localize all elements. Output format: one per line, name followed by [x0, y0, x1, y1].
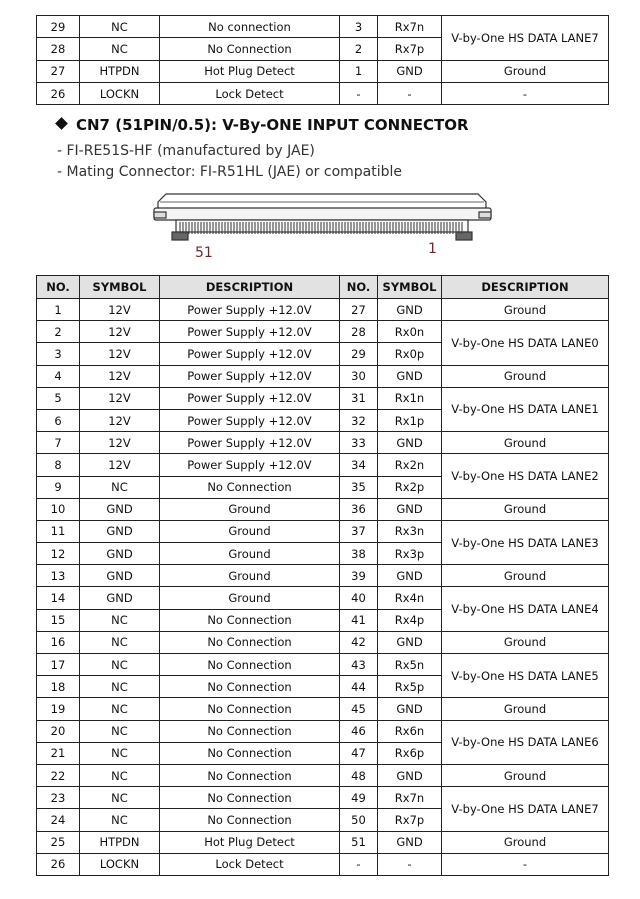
pin-number-cell: 31 [340, 387, 378, 409]
diamond-bullet-icon [55, 117, 68, 130]
table-row [37, 631, 609, 653]
symbol-cell: GND [80, 498, 160, 520]
symbol-cell: Rx7n [378, 787, 442, 809]
symbol-cell: NC [80, 476, 160, 498]
symbol-cell: Rx0p [378, 343, 442, 365]
symbol-cell: HTPDN [80, 60, 160, 82]
pin-number-cell: 48 [340, 764, 378, 786]
pin-number-cell: 27 [340, 299, 378, 321]
symbol-cell: NC [80, 16, 160, 38]
symbol-cell: GND [80, 587, 160, 609]
pin-number-cell: 28 [340, 321, 378, 343]
description-cell: Ground [442, 565, 609, 587]
pin-number-cell: 34 [340, 454, 378, 476]
table-row [37, 454, 609, 476]
description-cell: No Connection [160, 764, 340, 786]
description-cell: V-by-One HS DATA LANE2 [442, 454, 609, 498]
pin-number-cell: 47 [340, 742, 378, 764]
description-cell: Power Supply +12.0V [160, 387, 340, 409]
pin-number-cell: 41 [340, 609, 378, 631]
description-cell: Hot Plug Detect [160, 60, 340, 82]
description-cell: Ground [160, 543, 340, 565]
description-cell: No Connection [160, 720, 340, 742]
pin-number-cell: 13 [37, 565, 80, 587]
symbol-cell: Rx7n [378, 16, 442, 38]
symbol-cell: NC [80, 742, 160, 764]
symbol-cell: 12V [80, 299, 160, 321]
description-cell: V-by-One HS DATA LANE6 [442, 720, 609, 764]
symbol-cell: 12V [80, 432, 160, 454]
symbol-cell: 12V [80, 454, 160, 476]
table-row [37, 520, 609, 542]
pin-number-cell: 40 [340, 587, 378, 609]
symbol-cell: Rx4p [378, 609, 442, 631]
pin-number-cell: 24 [37, 809, 80, 831]
pin-number-cell: 21 [37, 742, 80, 764]
header-no: NO. [340, 276, 378, 299]
pin-number-cell: 17 [37, 654, 80, 676]
mating-connector-note: - Mating Connector: FI-R51HL (JAE) or compatible [57, 164, 403, 180]
symbol-cell: Rx3p [378, 543, 442, 565]
description-cell: Ground [442, 365, 609, 387]
pin-label-right: 1 [428, 241, 437, 257]
connector-drawing [150, 188, 495, 246]
description-cell: - [442, 82, 609, 104]
description-cell: V-by-One HS DATA LANE5 [442, 654, 609, 698]
symbol-cell: GND [378, 631, 442, 653]
table-row [37, 654, 609, 676]
description-cell: Ground [442, 698, 609, 720]
pin-number-cell: 3 [37, 343, 80, 365]
symbol-cell: GND [378, 764, 442, 786]
pin-number-cell: 15 [37, 609, 80, 631]
table-row [37, 764, 609, 786]
description-cell: V-by-One HS DATA LANE4 [442, 587, 609, 631]
header-symbol: SYMBOL [378, 276, 442, 299]
description-cell: No Connection [160, 654, 340, 676]
description-cell: No Connection [160, 787, 340, 809]
description-cell: Power Supply +12.0V [160, 454, 340, 476]
description-cell: Power Supply +12.0V [160, 321, 340, 343]
pin-number-cell: 28 [37, 38, 80, 60]
pin-number-cell: 33 [340, 432, 378, 454]
header-description: DESCRIPTION [442, 276, 609, 299]
table-row [37, 432, 609, 454]
header-symbol: SYMBOL [80, 276, 160, 299]
description-cell: Ground [442, 299, 609, 321]
pin-number-cell: 29 [340, 343, 378, 365]
description-cell: Power Supply +12.0V [160, 343, 340, 365]
description-cell: No Connection [160, 742, 340, 764]
table-row [37, 787, 609, 809]
description-cell: Ground [442, 432, 609, 454]
pin-number-cell: - [340, 853, 378, 875]
symbol-cell: Rx2n [378, 454, 442, 476]
pin-number-cell: 1 [37, 299, 80, 321]
header-no: NO. [37, 276, 80, 299]
pin-number-cell: 9 [37, 476, 80, 498]
pin-number-cell: 12 [37, 543, 80, 565]
pin-number-cell: 6 [37, 409, 80, 431]
symbol-cell: LOCKN [80, 82, 160, 104]
description-cell: Ground [442, 60, 609, 82]
symbol-cell: GND [378, 60, 442, 82]
pin-number-cell: 35 [340, 476, 378, 498]
table-row [37, 698, 609, 720]
symbol-cell: GND [378, 831, 442, 853]
symbol-cell: Rx1p [378, 409, 442, 431]
symbol-cell: 12V [80, 343, 160, 365]
symbol-cell: GND [378, 299, 442, 321]
pin-number-cell: 3 [340, 16, 378, 38]
section-heading [57, 116, 469, 134]
symbol-cell: GND [80, 520, 160, 542]
connector-pins [180, 222, 462, 234]
description-cell: No Connection [160, 809, 340, 831]
pin-number-cell: 10 [37, 498, 80, 520]
pin-number-cell: 50 [340, 809, 378, 831]
pin-number-cell: 32 [340, 409, 378, 431]
description-cell: V-by-One HS DATA LANE7 [442, 787, 609, 831]
table-header-row [37, 276, 609, 299]
pin-label-left: 51 [195, 245, 213, 261]
description-cell: V-by-One HS DATA LANE7 [442, 16, 609, 61]
symbol-cell: 12V [80, 387, 160, 409]
symbol-cell: NC [80, 676, 160, 698]
pin-number-cell: 38 [340, 543, 378, 565]
pin-number-cell: 49 [340, 787, 378, 809]
symbol-cell: GND [378, 365, 442, 387]
table-row [37, 299, 609, 321]
symbol-cell: GND [378, 498, 442, 520]
table-row [37, 365, 609, 387]
pin-number-cell: 18 [37, 676, 80, 698]
pin-number-cell: 23 [37, 787, 80, 809]
pin-number-cell: 4 [37, 365, 80, 387]
table-row [37, 853, 609, 875]
pin-number-cell: 1 [340, 60, 378, 82]
symbol-cell: Rx1n [378, 387, 442, 409]
table-row [37, 60, 609, 82]
symbol-cell: NC [80, 654, 160, 676]
symbol-cell: Rx2p [378, 476, 442, 498]
description-cell: Lock Detect [160, 82, 340, 104]
description-cell: V-by-One HS DATA LANE1 [442, 387, 609, 431]
description-cell: V-by-One HS DATA LANE0 [442, 321, 609, 365]
symbol-cell: - [378, 82, 442, 104]
pin-number-cell: 29 [37, 16, 80, 38]
table-row [37, 565, 609, 587]
symbol-cell: GND [378, 698, 442, 720]
pin-assignment-table [36, 275, 609, 876]
pin-number-cell: 27 [37, 60, 80, 82]
description-cell: No Connection [160, 631, 340, 653]
symbol-cell: NC [80, 720, 160, 742]
pin-number-cell: 44 [340, 676, 378, 698]
description-cell: Power Supply +12.0V [160, 299, 340, 321]
pin-number-cell: 25 [37, 831, 80, 853]
symbol-cell: NC [80, 38, 160, 60]
pin-number-cell: 2 [37, 321, 80, 343]
table-row [37, 16, 609, 38]
description-cell: No Connection [160, 38, 340, 60]
symbol-cell: Rx0n [378, 321, 442, 343]
table-row [37, 498, 609, 520]
symbol-cell: 12V [80, 321, 160, 343]
description-cell: Power Supply +12.0V [160, 365, 340, 387]
pin-number-cell: 42 [340, 631, 378, 653]
header-description: DESCRIPTION [160, 276, 340, 299]
pin-number-cell: 16 [37, 631, 80, 653]
pin-number-cell: 46 [340, 720, 378, 742]
symbol-cell: Rx3n [378, 520, 442, 542]
pin-number-cell: 45 [340, 698, 378, 720]
symbol-cell: Rx7p [378, 38, 442, 60]
description-cell: Lock Detect [160, 853, 340, 875]
description-cell: No Connection [160, 676, 340, 698]
pin-number-cell: 26 [37, 853, 80, 875]
pin-number-cell: 8 [37, 454, 80, 476]
description-cell: Ground [160, 587, 340, 609]
description-cell: Ground [160, 520, 340, 542]
description-cell: Ground [442, 498, 609, 520]
description-cell: No Connection [160, 476, 340, 498]
section-title: CN7 (51PIN/0.5): V-By-ONE INPUT CONNECTOR [76, 116, 469, 134]
pin-number-cell: 51 [340, 831, 378, 853]
table-row [37, 720, 609, 742]
description-cell: Ground [442, 831, 609, 853]
top-pin-table [36, 15, 609, 105]
description-cell: No Connection [160, 698, 340, 720]
symbol-cell: NC [80, 764, 160, 786]
description-cell: No Connection [160, 609, 340, 631]
description-cell: - [442, 853, 609, 875]
symbol-cell: GND [378, 565, 442, 587]
symbol-cell: 12V [80, 409, 160, 431]
symbol-cell: NC [80, 787, 160, 809]
symbol-cell: Rx4n [378, 587, 442, 609]
pin-number-cell: 2 [340, 38, 378, 60]
pin-number-cell: 43 [340, 654, 378, 676]
symbol-cell: GND [378, 432, 442, 454]
pin-number-cell: 30 [340, 365, 378, 387]
symbol-cell: Rx6n [378, 720, 442, 742]
symbol-cell: LOCKN [80, 853, 160, 875]
description-cell: Power Supply +12.0V [160, 409, 340, 431]
pin-number-cell: 14 [37, 587, 80, 609]
connector-part-note: - FI-RE51S-HF (manufactured by JAE) [57, 143, 315, 159]
description-cell: Ground [160, 498, 340, 520]
pin-number-cell: 22 [37, 764, 80, 786]
table-row [37, 82, 609, 104]
description-cell: Ground [442, 764, 609, 786]
pin-number-cell: 19 [37, 698, 80, 720]
description-cell: No connection [160, 16, 340, 38]
symbol-cell: 12V [80, 365, 160, 387]
symbol-cell: NC [80, 698, 160, 720]
description-cell: Power Supply +12.0V [160, 432, 340, 454]
symbol-cell: NC [80, 631, 160, 653]
description-cell: Ground [160, 565, 340, 587]
pin-number-cell: 7 [37, 432, 80, 454]
pin-number-cell: 26 [37, 82, 80, 104]
pin-number-cell: 37 [340, 520, 378, 542]
description-cell: Ground [442, 631, 609, 653]
symbol-cell: Rx5p [378, 676, 442, 698]
symbol-cell: Rx5n [378, 654, 442, 676]
pin-number-cell: 39 [340, 565, 378, 587]
symbol-cell: GND [80, 565, 160, 587]
symbol-cell: - [378, 853, 442, 875]
pin-number-cell: 20 [37, 720, 80, 742]
symbol-cell: Rx7p [378, 809, 442, 831]
symbol-cell: NC [80, 609, 160, 631]
pin-number-cell: 5 [37, 387, 80, 409]
pin-number-cell: - [340, 82, 378, 104]
pin-number-cell: 11 [37, 520, 80, 542]
description-cell: Hot Plug Detect [160, 831, 340, 853]
table-row [37, 587, 609, 609]
table-row [37, 321, 609, 343]
symbol-cell: GND [80, 543, 160, 565]
pin-number-cell: 36 [340, 498, 378, 520]
table-row [37, 831, 609, 853]
table-row [37, 387, 609, 409]
symbol-cell: NC [80, 809, 160, 831]
symbol-cell: Rx6p [378, 742, 442, 764]
description-cell: V-by-One HS DATA LANE3 [442, 520, 609, 564]
symbol-cell: HTPDN [80, 831, 160, 853]
